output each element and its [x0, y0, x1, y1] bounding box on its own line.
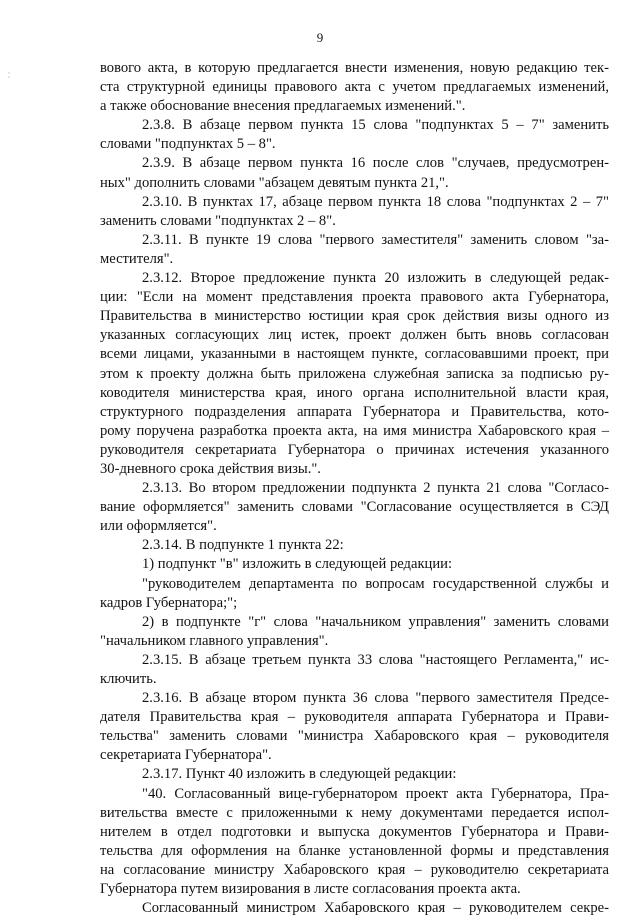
text-line: 2.3.12. Второе предложение пункта 20 изложить в следующей редак- [142, 270, 609, 287]
text-line: 2) в подпункте "г" слова "начальником управления" заменить словами [142, 613, 609, 630]
page-number: 9 [316, 30, 324, 45]
text-line: словами "подпунктах 5 – 8". [100, 136, 276, 153]
text-line: всеми лицами, указанными в настоящем пункте, согласовавшими проект, при [100, 346, 609, 363]
text-line: структурного подразделения аппарата Губернатора и Правительства, кото- [100, 403, 609, 420]
text-line: дателя Правительства края – руководителя аппарата Губернатора и Прави- [100, 709, 609, 726]
text-line: "40. Согласованный вице-губернатором проект акта Губернатора, Пра- [142, 785, 609, 802]
text-line: 30-дневного срока действия визы.". [100, 460, 321, 477]
text-line: ководителя министерства края, иного органа исполнительной власти края, [100, 384, 609, 401]
text-line: руководителя секретариата Губернатора о причинах истечения указанного [100, 441, 609, 458]
text-line: ста структурной единицы правового акта с учетом предлагаемых изменений, [100, 79, 609, 96]
text-line: вание оформляется" заменить словами "Согласование осуществляется в СЭД [100, 499, 609, 516]
text-line: 2.3.17. Пункт 40 изложить в следующей редакции: [142, 766, 457, 783]
text-line: Губернатора путем визирования в листе согласования проекта акта. [100, 881, 521, 898]
text-line: "руководителем департамента по вопросам государственной службы и [142, 575, 609, 592]
text-line: 2.3.13. Во втором предложении подпункта 2 пункта 21 слова "Согласо- [142, 480, 609, 497]
text-line: тельства" заменить словами "министра Хабаровского края – руководителя [100, 728, 609, 745]
text-line: местителя". [100, 250, 174, 267]
text-line: 2.3.15. В абзаце третьем пункта 33 слова "настоящего Регламента," ис- [142, 651, 609, 668]
scan-artifact [8, 70, 12, 82]
text-line: вового акта, в которую предлагается внести изменения, новую редакцию тек- [100, 60, 609, 76]
text-line: 2.3.16. В абзаце втором пункта 36 слова "первого заместителя Предсе- [142, 690, 609, 707]
text-line: ных" дополнить словами "абзацем девятым пункта 21,". [100, 174, 449, 191]
text-line: "начальником главного управления". [100, 632, 329, 649]
document-body [100, 59, 609, 918]
text-line: рому поручена разработка проекта акта, на имя министра Хабаровского края – [100, 422, 609, 439]
text-line: вительства вместе с приложенными к нему документами передается испол- [100, 804, 609, 821]
text-line: 2.3.14. В подпункте 1 пункта 22: [142, 537, 344, 554]
text-line: 2.3.8. В абзаце первом пункта 15 слова "подпунктах 5 – 7" заменить [142, 117, 609, 134]
text-line: нителем в отдел подготовки и выпуска документов Губернатора и Прави- [100, 823, 609, 840]
text-line: секретариата Губернатора". [100, 747, 272, 764]
text-line: заменить словами "подпунктах 2 – 8". [100, 212, 336, 229]
text-line: Согласованный министром Хабаровского края – руководителем секре- [142, 900, 609, 917]
text-line: указанных согласующих лиц истек, проект должен быть вновь согласован [100, 327, 609, 344]
text-line: или оформляется". [100, 518, 217, 535]
text-line: этом к проекту должна быть приложена служебная записка за подписью ру- [100, 365, 609, 382]
text-line: Правительства в министерство юстиции края срок действия визы одного из [100, 308, 609, 325]
text-line: тельства для оформления на бланке установленной формы и представления [100, 842, 609, 859]
text-line: 2.3.10. В пунктах 17, абзаце первом пункта 18 слова "подпунктах 2 – 7" [142, 193, 609, 210]
text-line: 2.3.9. В абзаце первом пункта 16 после слов "случаев, предусмотрен- [142, 155, 609, 172]
text-line: кадров Губернатора;"; [100, 594, 238, 611]
text-line: 1) подпункт "в" изложить в следующей редакции: [142, 556, 453, 573]
text-line: ции: "Если на момент представления проекта правового акта Губернатора, [100, 289, 609, 306]
text-line: на согласование министру Хабаровского края – руководителю секретариата [100, 861, 609, 878]
text-line: 2.3.11. В пункте 19 слова "первого заместителя" заменить словом "за- [142, 231, 609, 248]
text-line: ключить. [100, 671, 157, 687]
text-line: а также обоснование внесения предлагаемых изменений.". [100, 98, 466, 115]
